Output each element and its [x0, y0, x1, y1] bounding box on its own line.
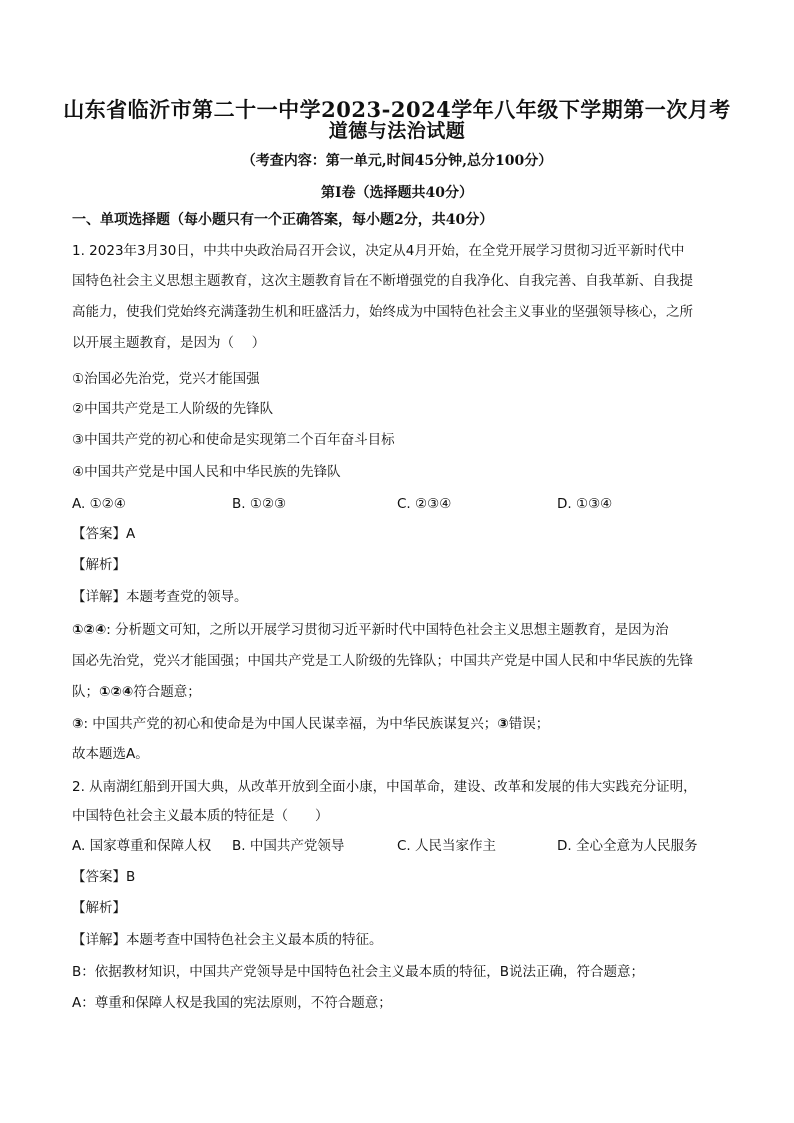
q1-detail-line	[72, 587, 732, 607]
q1-exp1-tail: 符合题意；	[133, 684, 201, 700]
q2-exp-line: A：尊重和保障人权是我国的宪法原则，不符合题意；	[72, 995, 392, 1011]
q1-exp2-text: : 中国共产党的初心和使命是为中国人民谋幸福，为中华民族谋复兴；	[83, 716, 498, 732]
q2-option-b: B. 中国共产党领导	[232, 838, 345, 854]
q1-exp1-lead: ①②④	[72, 622, 107, 638]
q1-option-b: B. ①②③	[232, 496, 287, 512]
q1-answer-tag: 【答案】	[72, 526, 126, 542]
q1-exp1-tail-lead: ①②④	[99, 684, 134, 700]
q1-option-a: A. ①②④	[72, 496, 126, 512]
exam-title-line1: 山东省临沂市第二十一中学2023-2024学年八年级下学期第一次月考	[63, 97, 731, 122]
q1-conclusion: 故本题选A。	[72, 746, 149, 762]
q2-detail-tag: 【详解】	[72, 932, 126, 948]
q1-exp1-line: 国必先治党，党兴才能国强；中国共产党是工人阶级的先锋队；中国共产党是中国人民和中华民族的先锋	[72, 653, 693, 669]
q1-option-c: C. ②③④	[397, 496, 452, 512]
q2-answer: B	[126, 869, 136, 885]
q2-option-c: C. 人民当家作主	[397, 838, 497, 854]
q1-detail: 本题考查党的领导。	[126, 589, 248, 605]
q1-answer: A	[126, 526, 136, 542]
q1-options	[72, 494, 732, 514]
q2-exp-line: B：依据教材知识，中国共产党领导是中国特色社会主义最本质的特征，B说法正确，符合题意；	[72, 964, 645, 980]
q1-option-d: D. ①③④	[557, 496, 613, 512]
q1-exp2-tail: 错误；	[508, 716, 550, 732]
q1-item: ③中国共产党的初心和使命是实现第二个百年奋斗目标	[72, 432, 395, 448]
q1-exp2-mid: ③	[497, 716, 509, 732]
q1-exp1-text: : 分析题文可知，之所以开展学习贯彻习近平新时代中国特色社会主义思想主题教育，是因为治	[106, 622, 669, 638]
q1-analysis-tag: 【解析】	[72, 557, 126, 573]
q2-option-a: A. 国家尊重和保障人权	[72, 838, 212, 854]
q1-stem-line: 国特色社会主义思想主题教育，这次主题教育旨在不断增强党的自我净化、自我完善、自我革新、自我提	[72, 273, 693, 289]
exam-info: （考查内容：第一单元,时间45分钟,总分100分）	[241, 153, 553, 169]
volume-title: 第Ⅰ卷（选择题共40分）	[320, 185, 474, 201]
q1-item: ④中国共产党是中国人民和中华民族的先锋队	[72, 464, 341, 480]
q1-exp1-text: 队；	[72, 684, 99, 700]
q1-exp1-line	[72, 620, 732, 640]
q1-detail-tag: 【详解】	[72, 589, 126, 605]
q2-stem-line: 2. 从南湖红船到开国大典，从改革开放到全面小康，中国革命，建设、改革和发展的伟大实践充分证明，	[72, 779, 697, 795]
exam-title-line2: 道德与法治试题	[328, 120, 466, 142]
q1-exp2-line	[72, 714, 732, 734]
q2-option-d: D. 全心全意为人民服务	[557, 838, 698, 854]
q2-options	[72, 836, 732, 856]
q1-item: ①治国必先治党，党兴才能国强	[72, 371, 260, 387]
q2-answer-line	[72, 867, 732, 887]
q1-stem-line: 以开展主题教育，是因为（ ）	[72, 335, 266, 351]
q1-answer-line	[72, 524, 732, 544]
q2-analysis-tag: 【解析】	[72, 900, 126, 916]
q2-detail: 本题考查中国特色社会主义最本质的特征。	[126, 932, 383, 948]
q1-item: ②中国共产党是工人阶级的先锋队	[72, 401, 274, 417]
section-title: 一、单项选择题（每小题只有一个正确答案，每小题2分，共40分）	[72, 212, 494, 228]
q2-stem-line: 中国特色社会主义最本质的特征是（ ）	[72, 808, 329, 824]
q2-answer-tag: 【答案】	[72, 869, 126, 885]
q1-exp1-line	[72, 682, 732, 702]
q2-detail-line	[72, 930, 732, 950]
q1-stem-line: 高能力，使我们党始终充满蓬勃生机和旺盛活力，始终成为中国特色社会主义事业的坚强领导核心，之所	[72, 304, 693, 320]
q1-exp2-lead: ③	[72, 716, 84, 732]
q1-stem-line: 1. 2023年3月30日，中共中央政治局召开会议，决定从4月开始，在全党开展学习贯彻习近平新时代中	[72, 243, 685, 259]
